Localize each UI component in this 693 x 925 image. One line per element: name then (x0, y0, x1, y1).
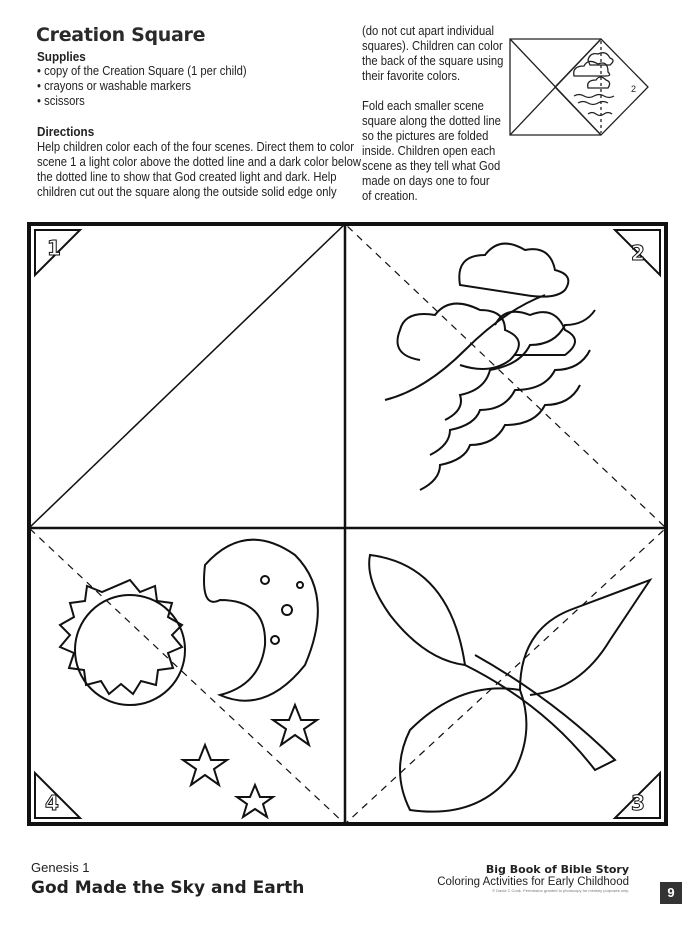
scene-number-badges (35, 230, 660, 818)
text-line: scene 1 a light color above the dotted line and a dark color below (37, 155, 361, 169)
lesson-title: God Made the Sky and Earth (31, 878, 305, 898)
text-line: their favorite colors. (362, 69, 461, 83)
cut-outline (29, 224, 666, 824)
scene-number-4: 4 (45, 791, 59, 815)
text-line: inside. Children open each (362, 144, 496, 158)
scene-number-1: 1 (47, 236, 61, 260)
supplies-list (37, 64, 270, 109)
text-line: scene as they tell what God (362, 159, 501, 173)
text-line: children cut out the square along the outside solid edge only (37, 185, 337, 199)
diagram-label: 2 (631, 84, 637, 94)
scene-number-2: 2 (631, 241, 645, 265)
copyright: © David C Cook. Permission granted to photocopy for ministry purposes only. (492, 888, 629, 893)
text-line: Fold each smaller scene (362, 99, 484, 113)
fold-lines (29, 224, 666, 824)
book-title: Big Book of Bible Story (485, 863, 629, 876)
text-line: square along the dotted line (362, 114, 501, 128)
directions-continued (362, 24, 519, 84)
text-line: the dotted line to show that God created light and dark. Help (37, 170, 337, 184)
page-number: 9 (660, 882, 682, 904)
list-item: • crayons or washable markers (37, 79, 247, 94)
text-line: the back of the square using (362, 54, 504, 68)
fold-diagram (508, 38, 658, 138)
book-subtitle: Coloring Activities for Early Childhood (437, 876, 629, 888)
text-line: of creation. (362, 189, 418, 203)
text-line: so the pictures are folded (362, 129, 489, 143)
scene-3-plant (369, 555, 650, 812)
page-title: Creation Square (36, 24, 206, 46)
creation-square (25, 220, 670, 828)
directions-text (37, 140, 397, 200)
scene-2-sky-water (385, 244, 595, 490)
text-line: Help children color each of the four scenes. Direct them to color (37, 140, 355, 154)
text-line: squares). Children can color (362, 39, 503, 53)
fold-instructions (362, 99, 516, 204)
scene-4-sun-moon-stars (60, 540, 318, 817)
text-line: (do not cut apart individual (362, 24, 494, 38)
supplies-heading: Supplies (37, 49, 86, 64)
scripture-reference: Genesis 1 (31, 860, 90, 875)
scene-number-3: 3 (631, 791, 645, 815)
book-info (437, 863, 629, 893)
directions-heading: Directions (37, 124, 95, 139)
text-line: made on days one to four (362, 174, 490, 188)
list-item: • scissors (37, 94, 247, 109)
scene1-divider (29, 224, 345, 528)
list-item: • copy of the Creation Square (1 per child) (37, 64, 247, 79)
